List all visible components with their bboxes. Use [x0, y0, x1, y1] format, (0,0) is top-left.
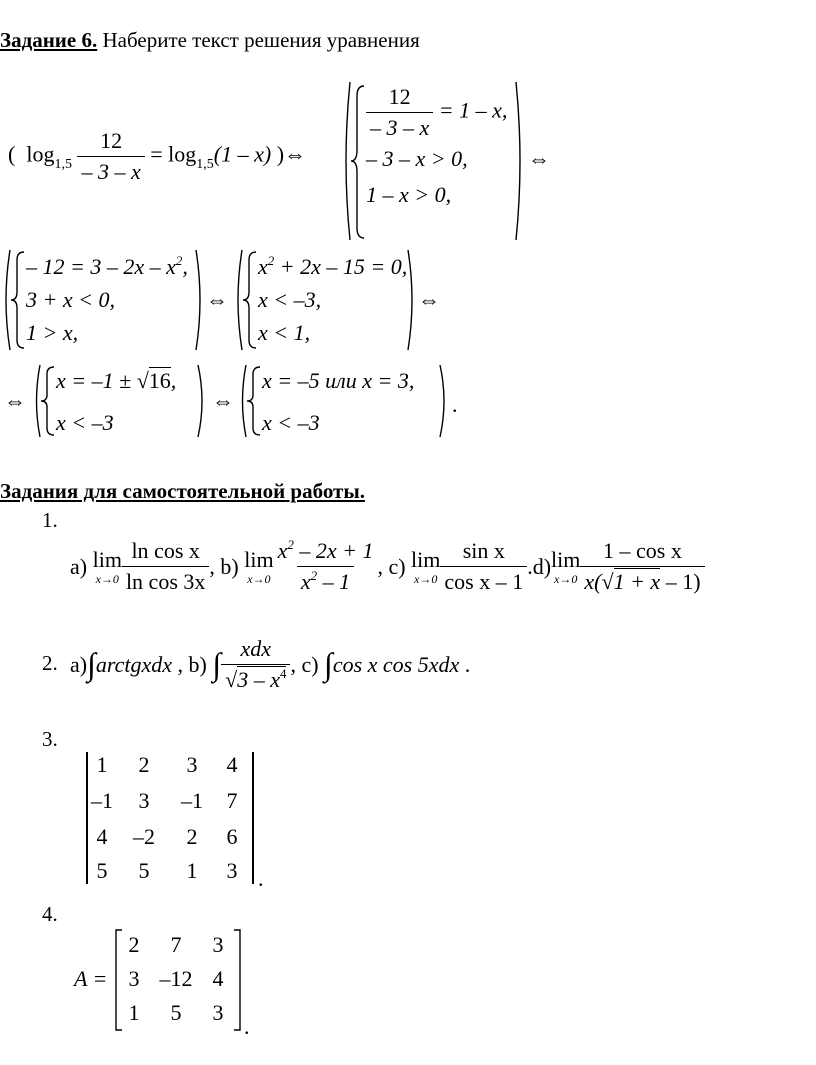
matrix-end: . [244, 1014, 250, 1039]
determinant-cell: –1 [91, 788, 113, 813]
matrix-cell: 3 [128, 966, 140, 991]
limit-b-den-rest: – 1 [317, 569, 351, 594]
system5-row1-end: x = 3, [356, 368, 415, 393]
integral-c-body: cos x cos 5xdx [332, 651, 460, 677]
log-arg: (1 – x) [213, 141, 272, 167]
integral-b-den-text: 3 – x [237, 667, 280, 692]
limit-b-den-x: x [300, 569, 311, 594]
system4-row2: x < –3 [56, 410, 114, 435]
matrix-cell: 1 [128, 1000, 140, 1025]
system3-row1-end: + 2x – 15 = 0, [274, 254, 408, 279]
limit-d-label: .d) [527, 553, 552, 579]
iff-symbol-3: ⇔ [206, 287, 228, 312]
fraction-den: – 3 – x [77, 156, 144, 185]
limit-b-den-sup: 2 [310, 568, 318, 583]
fraction-12-b [366, 84, 433, 141]
sqrt-arg: 16 [148, 368, 171, 393]
determinant-cell: 5 [138, 858, 150, 883]
determinant-cell: 2 [138, 752, 150, 777]
system2-row3: 1 > x, [26, 320, 79, 345]
integral-sign-b: ∫ [212, 646, 222, 682]
limit-c-den: cos x – 1 [440, 566, 527, 595]
limit-c-num: sin x [462, 538, 505, 563]
determinant-cell: 1 [186, 858, 198, 883]
integral-c-label: , c) [290, 651, 319, 677]
integral-b-label: , b) [177, 651, 207, 677]
matrix [114, 928, 254, 1039]
limit-b-label: , b) [209, 553, 239, 579]
integral-sign-a: ∫ [87, 646, 96, 682]
item-1-number: 1. [42, 508, 58, 532]
system1-row2: – 3 – x > 0, [366, 146, 468, 171]
lim-b [244, 546, 274, 586]
lim-a [92, 546, 122, 586]
lim-d [551, 546, 581, 586]
lim-sub-d: x→0 [554, 571, 578, 586]
system3-row2: x < –3, [258, 287, 322, 312]
determinant-cell: 4 [96, 824, 108, 849]
determinant-cell: 6 [226, 824, 238, 849]
open-paren: ( [8, 141, 16, 167]
integral-b-den-sup: 4 [279, 666, 287, 681]
equation-original: ( $\log_{1,5}$ $\frac{12}{- 3 - x}$ = $\log_{1,5}(1 - x)$ )⇔ [8, 128, 307, 184]
limit-b-den [297, 566, 354, 595]
final-dot: . [452, 392, 458, 417]
determinant-cell: –2 [133, 824, 155, 849]
determinant-cell: 3 [186, 752, 198, 777]
fraction-12 [77, 128, 144, 185]
determinant-cell: 2 [186, 824, 198, 849]
matrix-cell: 4 [212, 966, 224, 991]
determinant [86, 752, 264, 891]
system5-row2: x < –3 [262, 410, 320, 435]
system3-row1-text: x [258, 254, 268, 279]
lim-sub: x→0 [95, 571, 119, 586]
matrix-cell: 5 [170, 1000, 182, 1025]
log-word: log [26, 141, 55, 167]
integral-b-frac [221, 636, 290, 693]
system5-or: или [325, 368, 357, 393]
limit-a-den: ln cos 3x [122, 566, 209, 595]
fraction-den-b: – 3 – x [366, 112, 433, 141]
limit-a-label: a) [70, 553, 88, 579]
limit-c-frac [440, 538, 527, 595]
log-word-2: log [168, 141, 197, 167]
integral-a-label: a) [70, 651, 88, 677]
determinant-right-bar [252, 752, 254, 884]
limit-d-den-root: 1 + x [613, 569, 661, 594]
matrix-cell: 2 [128, 932, 140, 957]
determinant-cell: 5 [96, 858, 108, 883]
determinant-cell: 3 [138, 788, 150, 813]
iff-symbol-5: ⇔ [4, 388, 26, 413]
system4-row1-end: , [170, 368, 177, 393]
determinant-cell: 4 [226, 752, 238, 777]
task6-heading: Задание 6. [0, 28, 98, 52]
limit-b-num-x: x [277, 538, 288, 563]
determinant-cell: 7 [226, 788, 238, 813]
limit-d-den [580, 566, 704, 595]
iff-symbol-4: ⇔ [418, 287, 440, 312]
system3-row1-sup: 2 [267, 253, 275, 268]
item-2-number: 2. [42, 651, 58, 675]
close-paren: ) [276, 141, 285, 167]
system2-row1 [26, 254, 188, 280]
limit-a-frac [122, 538, 209, 595]
integral-sign-c: ∫ [324, 646, 333, 682]
matrix-cell: 7 [170, 932, 182, 957]
limit-b-num-sup: 2 [287, 537, 294, 552]
matrix-cell: 3 [212, 932, 224, 957]
system2-row1-sup: 2 [175, 253, 183, 268]
iff-symbol-6: ⇔ [212, 388, 234, 413]
lim-word-c: lim [411, 546, 441, 572]
item-4-number: 4. [42, 902, 58, 926]
lim-c [411, 546, 441, 586]
system1-row3: 1 – x > 0, [366, 182, 452, 207]
system1-row1-rhs: = 1 – x, [438, 97, 508, 123]
system2-row1-end: , [182, 254, 188, 279]
limit-a-num: ln cos x [131, 538, 200, 563]
lim-word-d: lim [551, 546, 581, 572]
log-base: 1,5 [54, 156, 72, 172]
limit-d-frac [580, 538, 704, 595]
lim-word: lim [92, 546, 122, 572]
determinant-cell: –1 [181, 788, 203, 813]
integral-b-den-root [237, 666, 286, 692]
item-3-number: 3. [42, 727, 58, 751]
sqrt-sign: √ [136, 368, 149, 393]
system2-row1-text: – 12 = 3 – 2x – x [26, 254, 176, 279]
limits-row [70, 538, 705, 595]
limit-d-num: 1 – cos x [603, 538, 682, 563]
integral-b-den [221, 664, 290, 693]
integral-a-body: arctgxdx [95, 651, 173, 677]
system2-row2: 3 + x < 0, [26, 287, 115, 312]
system5-row1 [262, 368, 414, 394]
matrix-label: A = [74, 966, 108, 991]
system3-row1 [258, 254, 407, 280]
matrix-cell: 3 [212, 1000, 224, 1025]
lim-sub-b: x→0 [247, 571, 271, 586]
integral-end: . [464, 651, 471, 677]
log-base-2: 1,5 [196, 156, 214, 172]
limit-d-den-a: x( [584, 569, 602, 594]
determinant-cell: 3 [226, 858, 238, 883]
iff-symbol-2: ⇔ [528, 146, 550, 171]
self-work-heading: Задания для самостоятельной работы. [0, 479, 366, 503]
lim-sub-c: x→0 [414, 571, 438, 586]
system5-row1-text: x = –5 [262, 368, 326, 393]
lim-word-b: lim [244, 546, 274, 572]
system4-row1 [56, 368, 176, 394]
limit-b-num-rest: – 2x + 1 [293, 538, 374, 563]
integrals-row [70, 636, 470, 693]
determinant-end: . [258, 866, 264, 891]
limit-d-den-b: – 1) [660, 569, 701, 594]
task6-text: Наберите текст решения уравнения [102, 28, 420, 52]
limit-b-frac [274, 538, 378, 595]
system3-row3: x < 1, [258, 320, 311, 345]
sqrt-sign-d: √ [601, 569, 614, 594]
system4-row1-text: x = –1 ± [56, 368, 137, 393]
fraction-num: 12 [100, 128, 123, 153]
task6-line [0, 28, 420, 53]
limit-c-label: , c) [377, 553, 406, 579]
system1-row1 [366, 84, 507, 141]
fraction-num-b: 12 [388, 84, 411, 109]
integral-b-num: xdx [240, 636, 272, 661]
iff-symbol: ⇔ [284, 141, 307, 167]
limit-b-num [274, 538, 378, 566]
determinant-cell: 1 [96, 752, 108, 777]
sqrt-sign-b: √ [225, 667, 238, 692]
matrix-cell: –12 [159, 966, 193, 991]
